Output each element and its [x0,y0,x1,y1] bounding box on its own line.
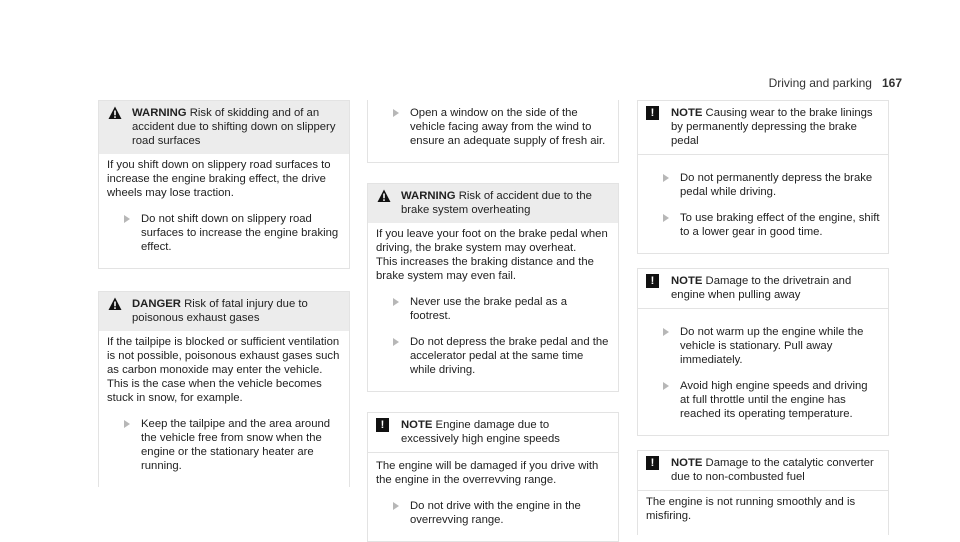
continued-box [367,100,619,163]
warning-title: Risk of accident due to the brake system overheating [401,190,592,216]
arrow-bullet-icon [124,215,130,223]
arrow-bullet-icon [663,382,669,390]
note-header [368,413,618,452]
warning-title: Risk of skidding and of an accident due to shifting down on slippery road surfaces [132,107,336,147]
note-label: NOTE [671,457,703,469]
warning-text: If you shift down on slippery road surfaces to increase the engine braking effect, the drive wheels may lose traction. [107,159,331,199]
warning-text-2: This increases the braking distance and the brake system may even fail. [376,256,594,282]
exclamation-icon: ! [646,274,659,288]
exclamation-icon: ! [646,456,659,470]
note-box-catalytic [637,450,889,535]
bullet-text: Avoid high engine speeds and driving at full throttle until the engine has reached its operating temperature. [680,380,868,420]
warning-triangle-icon [377,189,391,203]
danger-box-exhaust [98,291,350,487]
warning-label: WARNING [132,107,187,119]
bullet-text: Do not shift down on slippery road surfaces to increase the engine braking effect. [141,213,339,253]
bullet-text: Do not drive with the engine in the overrevving range. [410,500,581,526]
section-title: Driving and parking [768,76,872,90]
bullet-text: Do not depress the brake pedal and the accelerator pedal at the same time while driving. [410,336,609,376]
bullet-text: Do not permanently depress the brake pedal while driving. [680,172,873,198]
warning-label: WARNING [401,190,456,202]
arrow-bullet-icon [393,502,399,510]
list-item [376,335,610,377]
note-text: The engine will be damaged if you drive with the engine in the overrevving range. [376,460,599,486]
list-item [376,106,610,148]
note-label: NOTE [671,107,703,119]
column-1 [98,100,350,487]
note-header [638,269,888,308]
column-2 [367,100,619,542]
list-item [376,499,610,527]
arrow-bullet-icon [393,338,399,346]
list-item [646,211,880,239]
arrow-bullet-icon [663,214,669,222]
note-box-brake-linings [637,100,889,254]
warning-triangle-icon [108,106,122,120]
list-item [646,379,880,421]
list-item [107,417,341,473]
note-header [638,101,888,154]
page-number: 167 [881,76,902,90]
bullet-text: Keep the tailpipe and the area around the vehicle free from snow when the engine or the stationary heater are running. [141,418,331,472]
arrow-bullet-icon [663,328,669,336]
note-header [638,451,888,490]
note-title: Damage to the catalytic converter due to non-combusted fuel [671,457,874,483]
bullet-text: Do not warm up the engine while the vehicle is stationary. Pull away immediately. [680,326,864,366]
note-label: NOTE [671,275,703,287]
arrow-bullet-icon [393,109,399,117]
arrow-bullet-icon [663,174,669,182]
note-title: Damage to the drivetrain and engine when pulling away [671,275,852,301]
warning-box-brake-overheat [367,183,619,392]
list-item [646,171,880,199]
warning-text-1: If you leave your foot on the brake pedal when driving, the brake system may overheat. [376,228,608,254]
danger-text: If the tailpipe is blocked or sufficient ventilation is not possible, poisonous exhaust gases such as carbon monoxide may enter the vehicle. This is the case when the vehicle becomes stuck in snow, for example. [107,336,340,404]
list-item [376,295,610,323]
column-3 [637,100,889,535]
list-item [107,212,341,254]
note-box-engine-speed [367,412,619,542]
note-title: Engine damage due to excessively high engine speeds [401,419,560,445]
note-title: Causing wear to the brake linings by permanently depressing the brake pedal [671,107,873,147]
bullet-text: To use braking effect of the engine, shift to a lower gear in good time. [680,212,880,238]
note-text: The engine is not running smoothly and is misfiring. [646,496,856,522]
bullet-text: Never use the brake pedal as a footrest. [410,296,567,322]
warning-header [368,184,618,223]
warning-box-skidding [98,100,350,269]
bullet-text: Open a window on the side of the vehicle facing away from the wind to ensure an adequate supply of fresh air. [410,107,606,147]
note-box-drivetrain [637,268,889,436]
exclamation-icon: ! [646,106,659,120]
exclamation-icon: ! [376,418,389,432]
warning-header [99,101,349,154]
arrow-bullet-icon [124,420,130,428]
page-header [769,76,902,90]
note-label: NOTE [401,419,433,431]
danger-header [99,292,349,331]
arrow-bullet-icon [393,298,399,306]
danger-title: Risk of fatal injury due to poisonous exhaust gases [132,298,308,324]
danger-label: DANGER [132,298,181,310]
danger-triangle-icon [108,297,122,311]
list-item [646,325,880,367]
